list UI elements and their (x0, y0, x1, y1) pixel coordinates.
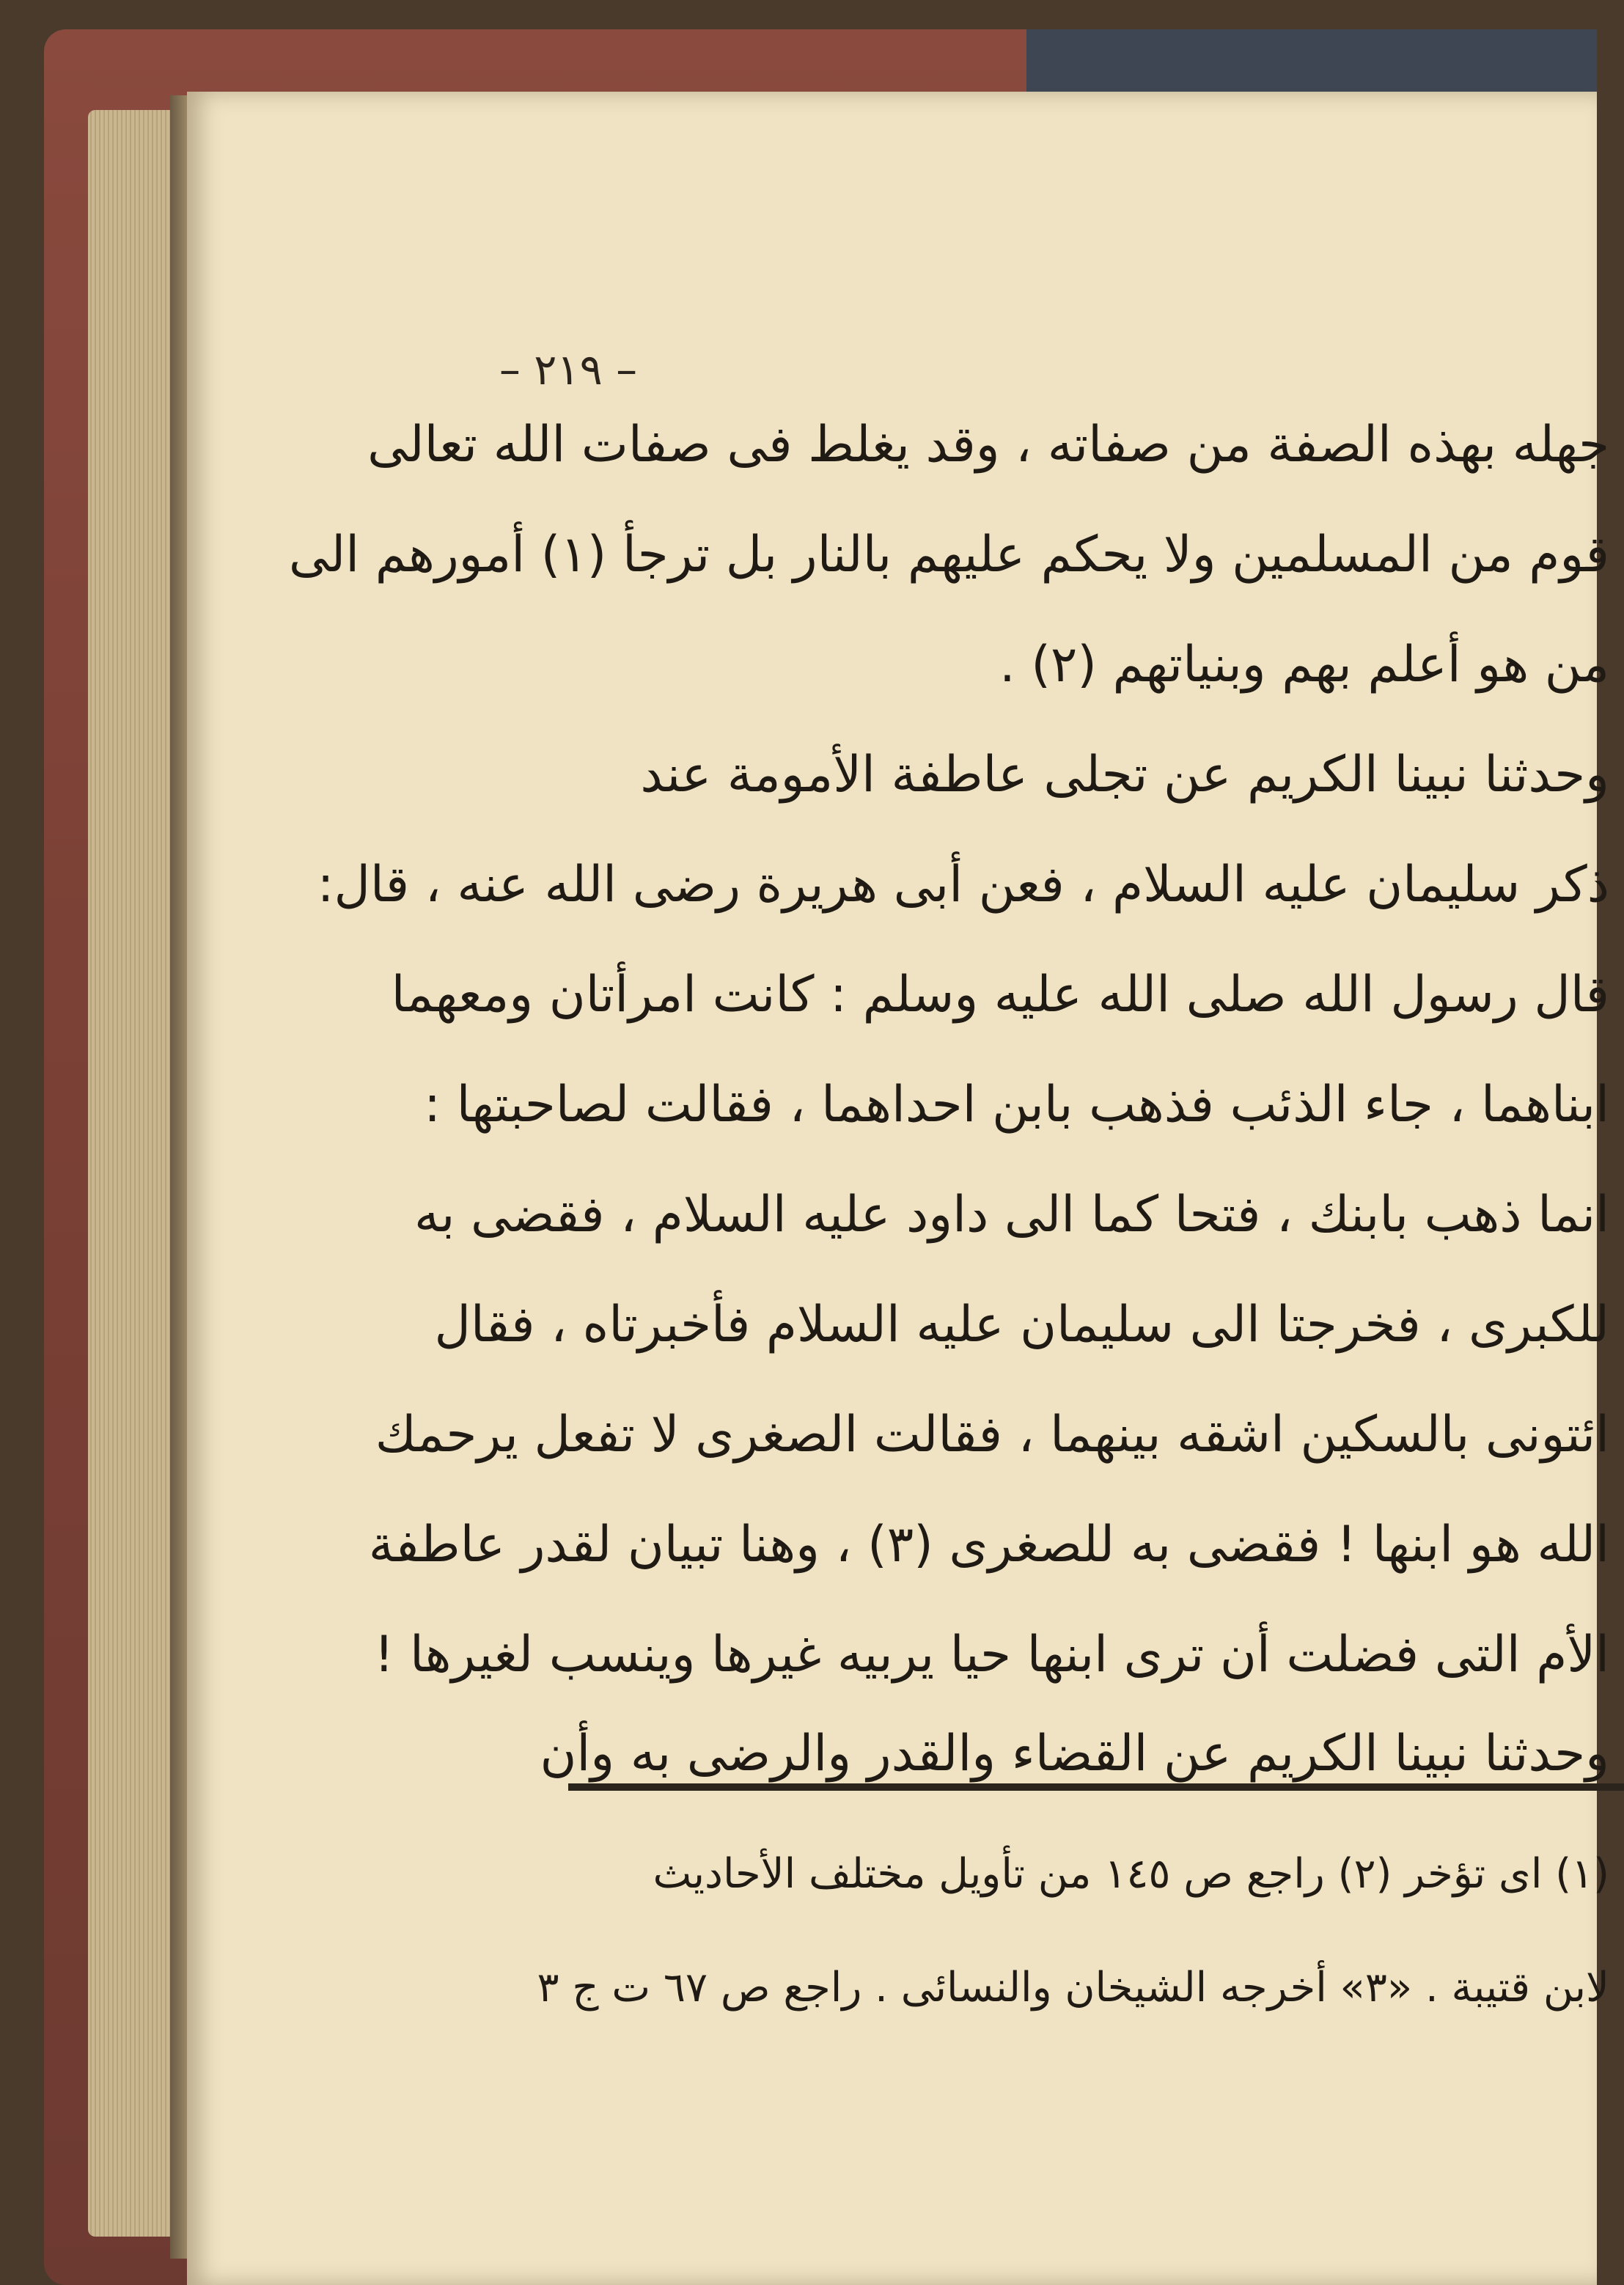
body-line: قوم من المسلمين ولا يحكم عليهم بالنار بل ترجأ (١) أمورهم الى (288, 526, 1609, 584)
body-line: ائتونى بالسكين اشقه بينهما ، فقالت الصغرى لا تفعل يرحمك (375, 1406, 1609, 1464)
book-spine-cloth (1026, 29, 1597, 95)
body-line: الله هو ابنها ! فقضى به للصغرى (٣) ، وهنا تبيان لقدر عاطفة (368, 1516, 1609, 1574)
body-line: جهله بهذه الصفة من صفاته ، وقد يغلط فى صفات الله تعالى (367, 416, 1609, 474)
body-line: وحدثنا نبينا الكريم عن تجلى عاطفة الأمومة عند (640, 746, 1609, 804)
body-line: من هو أعلم بهم وبنياتهم (٢) . (999, 636, 1609, 694)
body-line: ابناهما ، جاء الذئب فذهب بابن احداهما ، فقالت لصاحبتها : (424, 1076, 1609, 1134)
footnote-divider (568, 1783, 1624, 1791)
footnote-line: (١) اى تؤخر (٢) راجع ص ١٤٥ من تأويل مختلف الأحاديث (653, 1850, 1609, 1898)
body-line: الأم التى فضلت أن ترى ابنها حيا يربيه غيرها وينسب لغيرها ! (374, 1626, 1609, 1684)
footnote-line: لابن قتيبة . «٣» أخرجه الشيخان والنسائى . راجع ص ٦٧ ت ج ٣ (537, 1964, 1609, 2011)
body-line: قال رسول الله صلى الله عليه وسلم : كانت امرأتان ومعهما (391, 966, 1609, 1024)
body-line: ذكر سليمان عليه السلام ، فعن أبى هريرة رضى الله عنه ، قال: (317, 856, 1609, 914)
page-number: – ٢١٩ – (499, 345, 638, 395)
body-line: انما ذهب بابنك ، فتحا كما الى داود عليه السلام ، فقضى به (414, 1186, 1609, 1244)
body-line: للكبرى ، فخرجتا الى سليمان عليه السلام فأخبرتاه ، فقال (434, 1296, 1609, 1354)
body-line: وحدثنا نبينا الكريم عن القضاء والقدر والرضى به وأن (540, 1725, 1609, 1783)
book-page (187, 92, 1609, 2285)
